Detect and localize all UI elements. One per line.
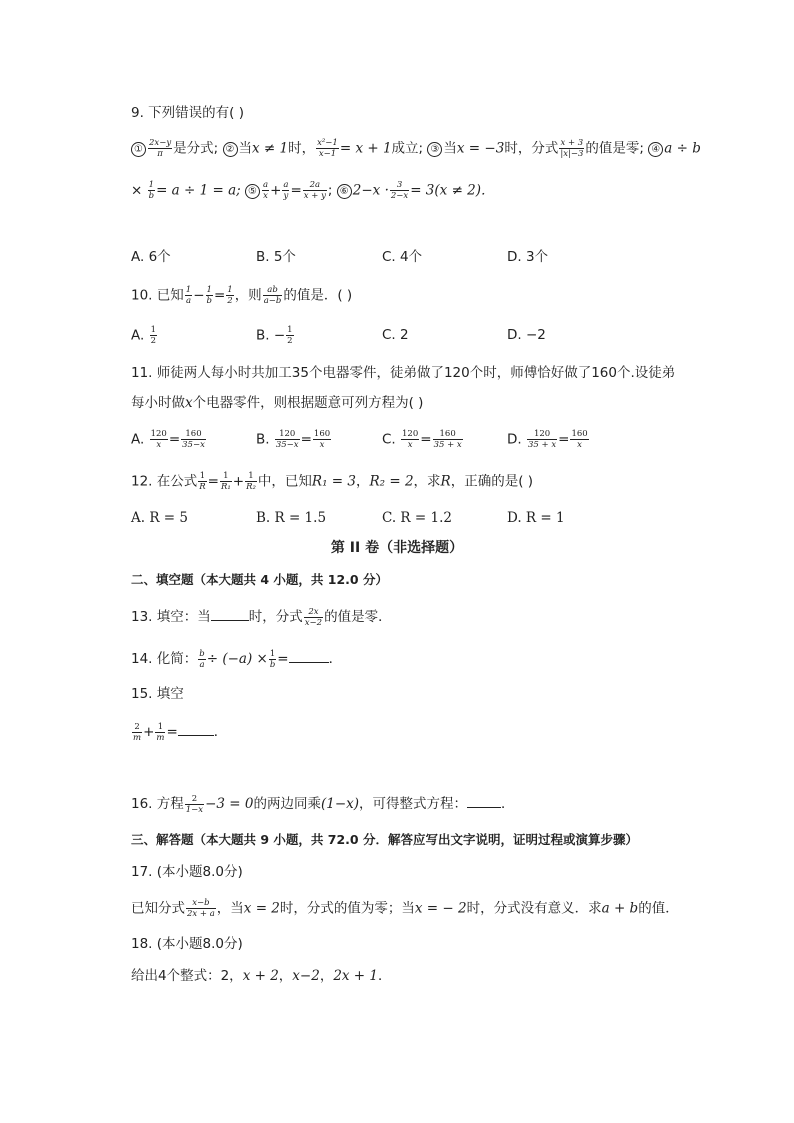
- q9-option-c: C. 4个: [382, 249, 423, 265]
- question-9-line-1: ① $\frac{2x-y}{\pi}$ 是分式; ② 当x ≠ 1时， $\frac{\text{x²−1}}{x-1}$ = x + 1成立; ③ 当x = −3时，分式 $\frac{x + 3}{|x|-3}$ 的值是零; ④ a ÷ b: [131, 138, 701, 159]
- fraction: $\frac{1}{2}$: [227, 285, 233, 306]
- circled-number: ②: [223, 142, 238, 157]
- question-18-header: 18. (本小题8.0分): [131, 936, 243, 952]
- question-17-header: 17. (本小题8.0分): [131, 864, 243, 880]
- q9-option-a: A. 6个: [131, 249, 171, 265]
- answer-blank[interactable]: [211, 606, 249, 621]
- fraction: $\frac{x + 3}{|x|-3}$: [560, 138, 584, 159]
- fraction: $\frac{1}{b}$: [206, 285, 212, 306]
- circled-number: ⑤: [245, 184, 260, 199]
- q9-option-d: D. 3个: [507, 249, 549, 265]
- fraction: $\frac{3}{2-x}$: [390, 180, 409, 201]
- circled-number: ④: [648, 142, 663, 157]
- question-15-stem: 15. 填空: [131, 686, 184, 702]
- fraction: $\frac{a}{x}$: [263, 180, 269, 201]
- fraction: $\frac{2a}{x + y}$: [303, 180, 326, 201]
- fraction: $\frac{ab}{a-b}$: [263, 285, 282, 306]
- question-9-stem: 9. 下列错误的有( ): [131, 105, 244, 121]
- answer-blank[interactable]: [178, 721, 214, 736]
- fraction: $\frac{a}{y}$: [283, 180, 289, 201]
- question-18-body: 给出4个整式：2，x + 2，x−2，2x + 1．: [131, 968, 392, 984]
- question-11-line-2: 每小时做x个电器零件，则根据题意可列方程为( ): [131, 395, 424, 411]
- q10-option-a: A. $\frac{1}{2}$: [131, 325, 157, 346]
- q10-option-b: B. − $\frac{1}{2}$: [256, 325, 293, 346]
- question-16: 16. 方程 $\frac{2}{1-x}$ −3 = 0的两边同乘(1−x)，可得整式方程： ．: [131, 793, 515, 815]
- circled-number: ①: [131, 142, 146, 157]
- fraction: $\frac{2x-y}{\pi}$: [149, 138, 172, 159]
- q11-option-b: B. $\frac{120}{35-x}$ = $\frac{160}{x}$: [256, 429, 331, 450]
- q11-option-d: D. $\frac{120}{35 + x}$ = $\frac{160}{x}$: [507, 429, 588, 450]
- part-2-title: 第 II 卷（非选择题）: [330, 540, 464, 556]
- section-3-heading: 三、解答题（本大题共 9 小题，共 72.0 分．解答应写出文字说明，证明过程或演算步骤）: [131, 832, 638, 847]
- question-11-line-1: 11. 师徒两人每小时共加工35个电器零件，徒弟做了120个时，师傅恰好做了160个.设徒弟: [131, 365, 676, 381]
- question-10-stem: 10. 已知 $\frac{1}{a}$ − $\frac{1}{b}$ = $\frac{1}{2}$ ，则 $\frac{ab}{a-b}$ 的值是．( ): [131, 285, 353, 306]
- fraction: $\frac{\text{x²−1}}{x-1}$: [317, 138, 338, 159]
- question-13: 13. 填空：当 时，分式 $\frac{2x}{x-2}$ 的值是零．: [131, 606, 392, 628]
- circled-number: ③: [427, 142, 442, 157]
- q10-option-d: D. −2: [507, 327, 546, 343]
- section-2-heading: 二、填空题（本大题共 4 小题，共 12.0 分）: [131, 572, 388, 587]
- question-17-body: 已知分式 $\frac{x-b}{2x + a}$ ，当x = 2时，分式的值为零；当x = − 2时，分式没有意义．求a + b的值．: [131, 898, 679, 919]
- answer-blank[interactable]: [289, 648, 329, 663]
- fraction: $\frac{1}{a}$: [185, 285, 192, 306]
- circled-number: ⑥: [337, 184, 352, 199]
- q12-option-b: B. R = 1.5: [256, 510, 327, 526]
- q12-option-c: C. R = 1.2: [382, 510, 452, 526]
- question-12-stem: 12. 在公式 $\frac{1}{R}$ = $\frac{1}{\text{R₁}}$ + $\frac{1}{\text{R₂}}$ 中，已知R₁ = 3，R₂ = 2，求R，正确的是( ): [131, 471, 534, 492]
- q11-option-c: C. $\frac{120}{x}$ = $\frac{160}{35 + x}$: [382, 429, 462, 450]
- q12-option-d: D. R = 1: [507, 510, 565, 526]
- q12-option-a: A. R = 5: [131, 510, 188, 526]
- q10-option-c: C. 2: [382, 327, 409, 343]
- question-9-line-2: × $\frac{1}{b}$ = a ÷ 1 = a; ⑤ $\frac{a}{x}$ + $\frac{a}{y}$ = $\frac{2a}{x + y}$ ; ⑥ 2−x · $\frac{3}{2-x}$ = 3(x ≠ 2)．: [131, 180, 495, 201]
- q11-option-a: A. $\frac{120}{x}$ = $\frac{160}{35-x}$: [131, 429, 205, 450]
- question-15-expression: $\frac{2}{m}$ + $\frac{1}{m}$ = ．: [133, 721, 228, 743]
- question-14: 14. 化简： $\frac{b}{a}$ ÷ (−a) × $\frac{1}{b}$ = ．: [131, 648, 343, 670]
- fraction: $\frac{1}{b}$: [148, 180, 155, 201]
- q9-option-b: B. 5个: [256, 249, 296, 265]
- answer-blank[interactable]: [467, 793, 501, 808]
